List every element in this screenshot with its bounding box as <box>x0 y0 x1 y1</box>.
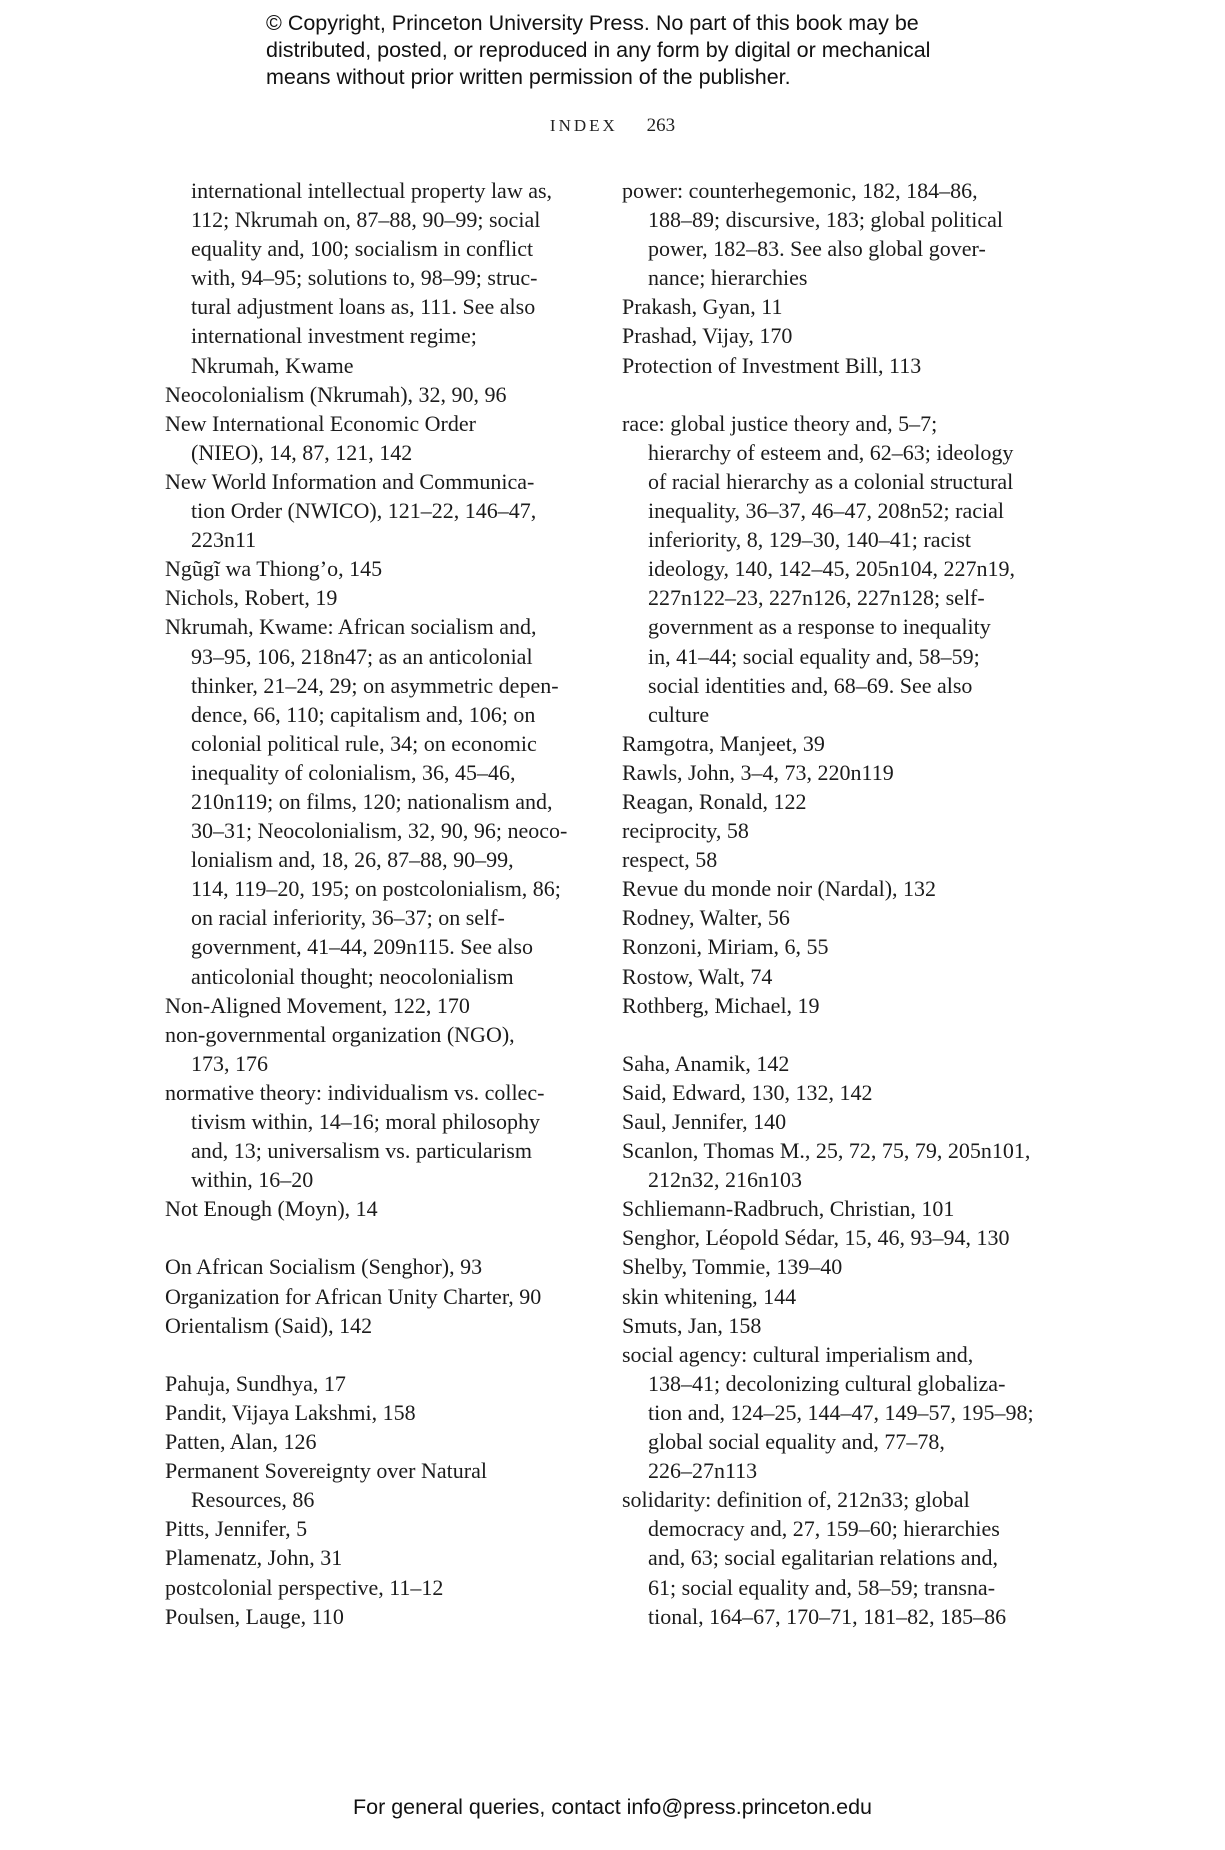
index-entry-line: dence, 66, 110; capitalism and, 106; on <box>191 701 536 727</box>
page-number: 263 <box>646 115 676 136</box>
index-entry-line: skin whitening, 144 <box>622 1283 797 1309</box>
index-entry-line: normative theory: individualism vs. collec- <box>165 1079 545 1105</box>
index-entry-line: 61; social equality and, 58–59; transna- <box>648 1574 996 1600</box>
index-entry-line: Pandit, Vijaya Lakshmi, 158 <box>165 1399 416 1425</box>
index-entry-line: 30–31; Neocolonialism, 32, 90, 96; neoco- <box>191 818 568 844</box>
index-entry-line: tion Order (NWICO), 121–22, 146–47, <box>191 498 537 524</box>
index-entry-line: Poulsen, Lauge, 110 <box>165 1603 344 1629</box>
index-entry-line: colonial political rule, 34; on economic <box>191 730 537 756</box>
index-entry-line: 226–27n113 <box>648 1458 758 1484</box>
index-entry-line: Pahuja, Sundhya, 17 <box>165 1370 346 1396</box>
index-entry-line: Ronzoni, Miriam, 6, 55 <box>622 934 829 960</box>
index-entry-line: equality and, 100; socialism in conflict <box>191 236 534 262</box>
index-entry-line: 188–89; discursive, 183; global political <box>648 207 1004 233</box>
index-entry-line: and, 63; social egalitarian relations and, <box>648 1545 999 1571</box>
index-entry-line: power, 182–83. See also global gover- <box>648 236 986 262</box>
index-entry-line: Rodney, Walter, 56 <box>622 905 790 931</box>
index-entry-line: (NIEO), 14, 87, 121, 142 <box>191 439 413 465</box>
running-head-label: INDEX <box>549 116 618 135</box>
index-entry-line: ideology, 140, 142–45, 205n104, 227n19, <box>648 556 1016 582</box>
index-entry-line: Prakash, Gyan, 11 <box>622 294 783 320</box>
index-entry-line: Ngũgĩ wa Thiong’o, 145 <box>165 556 383 582</box>
index-entry-line: Protection of Investment Bill, 113 <box>622 352 922 378</box>
index-entry-line: global social equality and, 77–78, <box>648 1429 945 1455</box>
index-entry-line: Schliemann-Radbruch, Christian, 101 <box>622 1196 955 1222</box>
index-entry-line: Saul, Jennifer, 140 <box>622 1109 787 1134</box>
index-entry-line: Rostow, Walt, 74 <box>622 963 773 989</box>
index-entry-line: Plamenatz, John, 31 <box>165 1545 343 1571</box>
index-entry-line: tural adjustment loans as, 111. See also <box>191 294 536 320</box>
index-entry-line: 212n32, 216n103 <box>648 1167 802 1193</box>
running-head <box>0 115 1225 137</box>
copyright-line: distributed, posted, or reproduced in any form by digital or mechanical <box>266 38 931 62</box>
index-entry-line: thinker, 21–24, 29; on asymmetric depen- <box>191 672 559 698</box>
index-entry-line: Non-Aligned Movement, 122, 170 <box>165 992 470 1018</box>
index-entry-line: culture <box>648 701 710 727</box>
index-entry-line: tion and, 124–25, 144–47, 149–57, 195–98; <box>648 1399 1034 1425</box>
index-entry-line: Nkrumah, Kwame: African socialism and, <box>165 614 537 640</box>
index-entry-line: Revue du monde noir (Nardal), 132 <box>622 876 937 902</box>
index-spacer <box>622 1020 1052 1049</box>
index-entry-line: Smuts, Jan, 158 <box>622 1312 762 1338</box>
index-entry-line: Patten, Alan, 126 <box>165 1429 317 1455</box>
index-entry-line: with, 94–95; solutions to, 98–99; struc- <box>191 265 538 291</box>
index-entry-line: Neocolonialism (Nkrumah), 32, 90, 96 <box>165 381 507 407</box>
index-entry-line: Rawls, John, 3–4, 73, 220n119 <box>622 759 894 785</box>
index-entry-line: 112; Nkrumah on, 87–88, 90–99; social <box>191 207 541 233</box>
index-entry-line: government as a response to inequality <box>648 614 991 640</box>
copyright-line: means without prior written permission of the publisher. <box>266 65 791 89</box>
index-entry-line: democracy and, 27, 159–60; hierarchies <box>648 1516 1000 1542</box>
index-entry-line: non-governmental organization (NGO), <box>165 1021 515 1047</box>
index-entry-line: inferiority, 8, 129–30, 140–41; racist <box>648 527 972 553</box>
index-entry-line: of racial hierarchy as a colonial structural <box>648 468 1014 494</box>
index-entry-line: lonialism and, 18, 26, 87–88, 90–99, <box>191 847 514 873</box>
index-entry-line: 227n122–23, 227n126, 227n128; self- <box>648 585 985 611</box>
index-entry-line: international intellectual property law as, <box>191 178 553 203</box>
index-column-left <box>165 176 595 1631</box>
index-entry-line: Permanent Sovereignty over Natural <box>165 1458 487 1484</box>
index-entry-line: Nkrumah, Kwame <box>191 352 354 378</box>
index-entry-line: Prashad, Vijay, 170 <box>622 323 793 349</box>
index-column-right <box>622 176 1052 1631</box>
index-entry-line: and, 13; universalism vs. particularism <box>191 1138 532 1164</box>
index-entry-line: solidarity: definition of, 212n33; global <box>622 1487 970 1513</box>
index-entry-line: tivism within, 14–16; moral philosophy <box>191 1109 540 1134</box>
index-entry-line: Orientalism (Said), 142 <box>165 1312 373 1338</box>
index-entry-line: inequality, 36–37, 46–47, 208n52; racial <box>648 498 1005 524</box>
index-spacer <box>165 1223 595 1252</box>
index-spacer <box>165 1340 595 1369</box>
index-entry-line: Said, Edward, 130, 132, 142 <box>622 1079 873 1105</box>
index-entry-line: Rothberg, Michael, 19 <box>622 992 820 1018</box>
index-entry-line: power: counterhegemonic, 182, 184–86, <box>622 178 978 203</box>
index-entry-line: tional, 164–67, 170–71, 181–82, 185–86 <box>648 1603 1007 1629</box>
index-entry-line: New International Economic Order <box>165 410 476 436</box>
index-entry-line: Saha, Anamik, 142 <box>622 1050 790 1076</box>
index-entry-line: 93–95, 106, 218n47; as an anticolonial <box>191 643 533 669</box>
index-entry-line: hierarchy of esteem and, 62–63; ideology <box>648 439 1014 465</box>
index-entry-line: 173, 176 <box>191 1050 268 1076</box>
index-entry-line: New World Information and Communica- <box>165 468 535 494</box>
index-entry-line: Pitts, Jennifer, 5 <box>165 1516 308 1542</box>
index-entry-line: Resources, 86 <box>191 1487 315 1513</box>
index-entry-line: Scanlon, Thomas M., 25, 72, 75, 79, 205n101, <box>622 1138 1031 1164</box>
index-entry-line: postcolonial perspective, 11–12 <box>165 1574 444 1600</box>
index-entry-line: inequality of colonialism, 36, 45–46, <box>191 759 516 785</box>
index-entry-line: in, 41–44; social equality and, 58–59; <box>648 643 980 669</box>
index-entry-line: reciprocity, 58 <box>622 818 749 844</box>
index-entry-line: social agency: cultural imperialism and, <box>622 1341 974 1367</box>
index-entry-line: 210n119; on films, 120; nationalism and, <box>191 788 553 814</box>
index-entry-line: 138–41; decolonizing cultural globaliza- <box>648 1370 1006 1396</box>
index-entry-line: within, 16–20 <box>191 1167 314 1193</box>
index-entry-line: Senghor, Léopold Sédar, 15, 46, 93–94, 130 <box>622 1225 1010 1251</box>
index-entry-line: race: global justice theory and, 5–7; <box>622 410 938 436</box>
index-entry-line: 223n11 <box>191 527 257 553</box>
index-entry-line: Not Enough (Moyn), 14 <box>165 1196 378 1222</box>
copyright-line: © Copyright, Princeton University Press. No part of this book may be <box>266 11 919 35</box>
copyright-notice <box>266 10 1026 91</box>
index-entry-line: international investment regime; <box>191 323 477 349</box>
index-entry-line: Nichols, Robert, 19 <box>165 585 338 611</box>
index-entry-line: anticolonial thought; neocolonialism <box>191 963 514 989</box>
index-entry-line: On African Socialism (Senghor), 93 <box>165 1254 483 1280</box>
index-entry-line: Organization for African Unity Charter, 90 <box>165 1283 542 1309</box>
index-entry-line: 114, 119–20, 195; on postcolonialism, 86; <box>191 876 561 902</box>
index-entry-line: Shelby, Tommie, 139–40 <box>622 1254 843 1280</box>
footer-contact: For general queries, contact info@press.princeton.edu <box>352 1795 872 1819</box>
index-entry-line: nance; hierarchies <box>648 265 808 291</box>
index-entry-line: on racial inferiority, 36–37; on self- <box>191 905 505 931</box>
index-entry-line: Ramgotra, Manjeet, 39 <box>622 730 825 756</box>
index-entry-line: government, 41–44, 209n115. See also <box>191 934 533 960</box>
index-entry-line: social identities and, 68–69. See also <box>648 672 973 698</box>
index-spacer <box>622 380 1052 409</box>
index-entry-line: Reagan, Ronald, 122 <box>622 788 807 814</box>
index-entry-line: respect, 58 <box>622 847 718 873</box>
